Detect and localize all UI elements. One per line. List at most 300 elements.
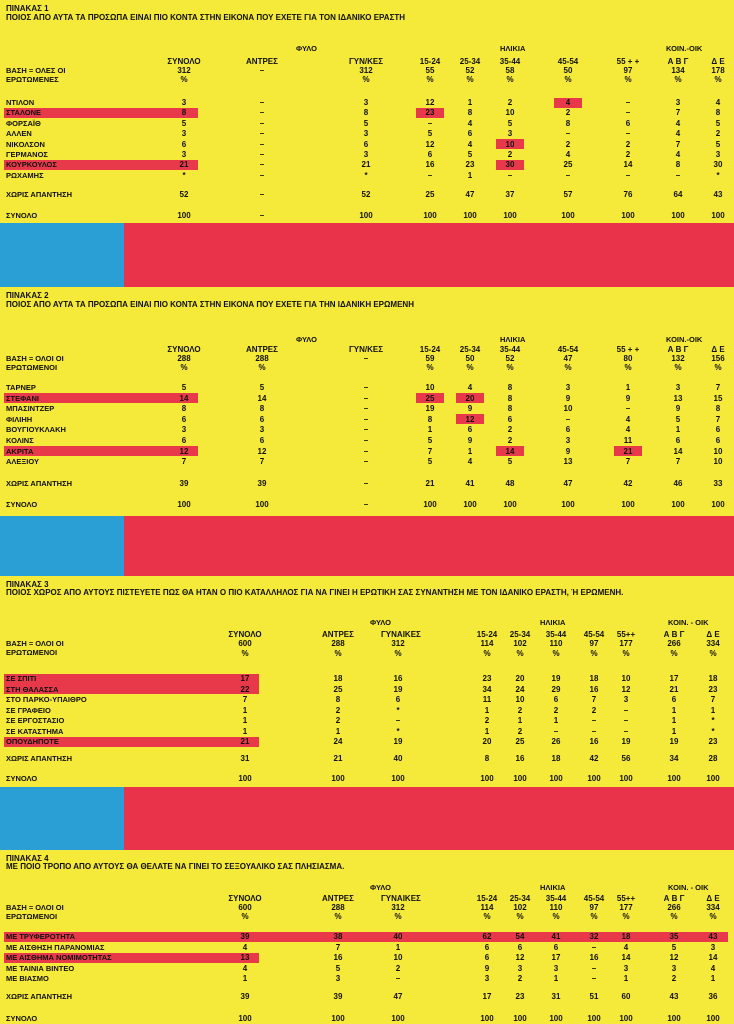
percent-sign: % (670, 649, 678, 658)
row-value: 19 (425, 404, 435, 414)
row-value: 23 (708, 737, 718, 746)
row-value: 1 (467, 446, 473, 456)
row-value: – (259, 139, 265, 149)
row-value: – (395, 716, 401, 725)
column-header: 25-34 (459, 345, 481, 354)
row-value: 2 (565, 139, 571, 149)
row-label: ΣΕ ΓΡΑΦΕΙΟ (6, 705, 51, 715)
row-label: ΡΩΧΑΜΗΣ (6, 170, 44, 180)
percent-sign: % (552, 912, 560, 921)
row-value: 32 (589, 932, 599, 941)
percent-sign: % (709, 649, 717, 658)
row-value: 14 (257, 393, 267, 403)
row-value: 1 (625, 383, 631, 392)
percent-sign: % (590, 649, 598, 658)
base-value: 334 (706, 639, 720, 648)
total-value: 100 (587, 774, 601, 783)
row-value: 6 (517, 942, 523, 952)
color-band-2 (0, 516, 734, 576)
group-label-age: ΗΛΙΚΙΑ (500, 335, 526, 344)
row-value: 1 (335, 726, 341, 736)
row-value: 3 (363, 150, 369, 159)
row-label: ΜΕ ΤΡΥΦΕΡΟΤΗΤΑ (6, 932, 76, 941)
no-answer-value: 60 (621, 992, 631, 1001)
row-label: ΜΕ ΒΙΑΣΜΟ (6, 974, 49, 983)
row-value: 18 (708, 674, 718, 683)
table-question: ΜΕ ΠΟΙΟ ΤΡΟΠΟ ΑΠΟ ΑΥΤΟΥΣ ΘΑ ΘΕΛΑΤΕ ΝΑ ΓΙΝΕΙ ΤΟ ΣΕΞΟΥΑΛΙΚΟ ΣΑΣ ΠΛΗΣΙΑΣΜΑ. (6, 862, 345, 871)
row-value: 19 (393, 737, 403, 746)
row-label: ΦΟΡΣΑΪΘ (6, 118, 41, 128)
row-label: ΟΠΟΥΔΗΠΟΤΕ (6, 737, 59, 746)
no-answer-value: 43 (669, 992, 679, 1001)
row-value: – (591, 942, 597, 952)
percent-sign: % (674, 363, 682, 372)
row-value: 16 (589, 684, 599, 694)
no-answer-value: – (259, 190, 265, 199)
row-value: 7 (427, 446, 433, 456)
row-value: – (675, 170, 681, 180)
total-value: 100 (391, 1014, 405, 1023)
total-value: 100 (423, 211, 437, 220)
base-value: 312 (391, 639, 405, 648)
column-header: 55 + + (616, 57, 640, 66)
base-value: 50 (465, 354, 475, 363)
percent-sign: % (564, 75, 572, 84)
row-value: – (259, 98, 265, 107)
total-value: 100 (503, 500, 517, 509)
row-value: 6 (671, 695, 677, 704)
column-header: 45-54 (583, 630, 605, 639)
row-value: 21 (669, 684, 679, 694)
row-value: 8 (565, 118, 571, 128)
base-label: ΒΑΣΗ = ΟΛΕΣ ΟΙ ΕΡΩΤΩΜΕΝΕΣ (6, 66, 66, 84)
table-number: ΠΙΝΑΚΑΣ 3 (6, 580, 49, 589)
total-value: 100 (667, 1014, 681, 1023)
total-value: – (363, 500, 369, 509)
row-label: ΒΟΥΓΙΟΥΚΛΑΚΗ (6, 425, 66, 435)
row-value: 8 (335, 695, 341, 704)
row-value: 2 (517, 705, 523, 715)
column-header: 55++ (616, 894, 636, 903)
base-value: 312 (359, 66, 373, 75)
row-value: 5 (427, 129, 433, 139)
base-value: 132 (671, 354, 685, 363)
table-number: ΠΙΝΑΚΑΣ 2 (6, 291, 49, 300)
row-value: 14 (621, 953, 631, 962)
row-value: 12 (425, 98, 435, 107)
total-value: 100 (513, 1014, 527, 1023)
row-value: * (716, 170, 720, 180)
row-value: 2 (507, 98, 513, 107)
column-header: 25-34 (459, 57, 481, 66)
row-value: 6 (181, 436, 187, 445)
row-value: 3 (675, 98, 681, 107)
total-value: 100 (561, 211, 575, 220)
percent-sign: % (622, 649, 630, 658)
row-label: ΑΛΛΕΝ (6, 129, 32, 139)
column-header: 15-24 (476, 630, 498, 639)
percent-sign: % (590, 912, 598, 921)
total-value: 100 (711, 211, 725, 220)
base-label: ΒΑΣΗ = ΟΛΟΙ ΟΙ ΕΡΩΤΩΜΕΝΟΙ (6, 903, 64, 921)
row-value: – (623, 716, 629, 725)
percent-sign: % (466, 363, 474, 372)
row-value: 12 (179, 446, 189, 456)
row-value: – (363, 383, 369, 392)
row-value: 9 (467, 436, 473, 445)
no-answer-value: 76 (623, 190, 633, 199)
group-label-age: ΗΛΙΚΙΑ (500, 44, 526, 53)
row-value: 5 (335, 963, 341, 973)
row-value: 1 (467, 170, 473, 180)
group-label-sex: ΦΥΛΟ (370, 883, 391, 892)
band-red-block (124, 223, 734, 287)
row-label: ΣΤΑΛΟΝΕ (6, 108, 41, 118)
row-value: 2 (335, 716, 341, 725)
total-value: 100 (671, 500, 685, 509)
base-value: 110 (549, 903, 563, 912)
column-header: 45-54 (557, 345, 579, 354)
row-value: 6 (259, 414, 265, 424)
base-value: 55 (425, 66, 435, 75)
row-value: 2 (507, 436, 513, 445)
row-value: 4 (467, 118, 473, 128)
row-value: 21 (361, 160, 371, 170)
percent-sign: % (334, 912, 342, 921)
row-value: 7 (675, 108, 681, 118)
row-value: 3 (623, 963, 629, 973)
row-value: 15 (713, 393, 723, 403)
row-value: 7 (181, 457, 187, 467)
row-value: 19 (669, 737, 679, 746)
row-label: ΣΤΟ ΠΑΡΚΟ-ΥΠΑΙΘΡΟ (6, 695, 87, 704)
row-value: – (427, 118, 433, 128)
row-value: 6 (715, 436, 721, 445)
row-value: – (565, 170, 571, 180)
base-value: 600 (238, 903, 252, 912)
group-label-class: ΚΟΙΝ. - ΟΙΚ (668, 883, 709, 892)
no-answer-value: 33 (713, 479, 723, 488)
row-value: – (363, 414, 369, 424)
column-header: Δ Ε (711, 57, 725, 66)
row-value: 2 (715, 129, 721, 139)
row-value: 12 (669, 953, 679, 962)
row-value: 7 (710, 695, 716, 704)
column-header: Δ Ε (711, 345, 725, 354)
row-value: – (259, 118, 265, 128)
column-header: 35-44 (499, 345, 521, 354)
row-value: 3 (259, 425, 265, 435)
row-value: 10 (393, 953, 403, 962)
row-value: 4 (675, 129, 681, 139)
row-value: 3 (565, 436, 571, 445)
no-answer-value: 56 (621, 754, 631, 763)
base-value: – (259, 66, 265, 75)
row-value: * (182, 170, 186, 180)
no-answer-value: 47 (465, 190, 475, 199)
row-value: 5 (715, 139, 721, 149)
row-value: 14 (673, 446, 683, 456)
row-value: – (591, 963, 597, 973)
row-value: 16 (589, 953, 599, 962)
column-header: ΣΥΝΟΛΟ (228, 630, 262, 639)
row-label: ΜΕ ΑΙΣΘΗΣΗ ΠΑΡΑΝΟΜΙΑΣ (6, 942, 105, 952)
row-value: 25 (563, 160, 573, 170)
no-answer-value: 52 (361, 190, 371, 199)
row-value: 40 (393, 932, 403, 941)
row-value: 4 (625, 414, 631, 424)
row-value: 10 (621, 674, 631, 683)
total-value: 100 (503, 211, 517, 220)
row-value: 5 (363, 118, 369, 128)
row-value: 3 (675, 383, 681, 392)
no-answer-value: 31 (551, 992, 561, 1001)
total-label: ΣΥΝΟΛΟ (6, 1014, 38, 1023)
no-answer-value: 16 (515, 754, 525, 763)
column-header: ΑΝΤΡΕΣ (246, 57, 278, 66)
percent-sign: % (516, 912, 524, 921)
base-value: 97 (623, 66, 633, 75)
row-value: 9 (565, 446, 571, 456)
no-answer-value: 21 (333, 754, 343, 763)
row-value: 5 (715, 118, 721, 128)
row-value: 11 (623, 436, 633, 445)
no-answer-value: 36 (708, 992, 718, 1001)
row-value: 1 (671, 705, 677, 715)
column-header: Δ Ε (706, 630, 720, 639)
no-answer-value: 52 (179, 190, 189, 199)
row-value: 7 (591, 695, 597, 704)
row-value: 5 (671, 942, 677, 952)
no-answer-value: 34 (669, 754, 679, 763)
percent-sign: % (622, 912, 630, 921)
total-value: 100 (331, 774, 345, 783)
row-value: – (395, 974, 401, 983)
row-value: 25 (515, 737, 525, 746)
no-answer-value: 48 (505, 479, 515, 488)
base-value: 80 (623, 354, 633, 363)
row-value: 3 (553, 963, 559, 973)
total-value: 100 (549, 774, 563, 783)
base-value: 50 (563, 66, 573, 75)
column-header: 45-54 (583, 894, 605, 903)
row-value: 1 (671, 726, 677, 736)
no-answer-value: 57 (563, 190, 573, 199)
no-answer-value: 42 (589, 754, 599, 763)
base-value: 266 (667, 639, 681, 648)
no-answer-value: 39 (333, 992, 343, 1001)
row-value: – (623, 726, 629, 736)
base-value: 102 (513, 903, 527, 912)
row-value: – (259, 170, 265, 180)
percent-sign: % (180, 363, 188, 372)
percent-sign: % (394, 649, 402, 658)
row-value: 62 (482, 932, 492, 941)
row-value: 6 (467, 129, 473, 139)
total-value: 100 (331, 1014, 345, 1023)
base-value: 52 (505, 354, 515, 363)
base-value: 97 (589, 903, 599, 912)
row-value: 1 (671, 716, 677, 725)
row-value: 9 (484, 963, 490, 973)
row-value: – (363, 393, 369, 403)
base-value: 600 (238, 639, 252, 648)
row-value: 10 (713, 446, 723, 456)
row-value: 8 (427, 414, 433, 424)
no-answer-value: 37 (505, 190, 515, 199)
row-value: 5 (181, 383, 187, 392)
column-header: ΣΥΝΟΛΟ (228, 894, 262, 903)
row-value: 23 (708, 684, 718, 694)
percent-sign: % (674, 75, 682, 84)
row-value: 12 (515, 953, 525, 962)
row-value: 6 (675, 436, 681, 445)
total-value: 100 (238, 1014, 252, 1023)
row-value: 12 (257, 446, 267, 456)
row-value: 1 (242, 726, 248, 736)
poll-table-2 (0, 287, 734, 515)
row-value: – (259, 160, 265, 170)
band-blue-block (0, 516, 124, 576)
row-value: 6 (363, 139, 369, 149)
row-value: 13 (240, 953, 250, 962)
row-label: ΜΕ ΑΙΣΘΗΜΑ ΝΟΜΙΜΟΤΗΤΑΣ (6, 953, 112, 962)
percent-sign: % (180, 75, 188, 84)
row-value: – (591, 726, 597, 736)
row-value: 2 (484, 716, 490, 725)
row-value: 4 (242, 942, 248, 952)
band-red-block (124, 787, 734, 850)
row-value: 8 (507, 383, 513, 392)
column-header: ΓΥΝΑΙΚΕΣ (381, 630, 421, 639)
row-value: 5 (507, 457, 513, 467)
row-label: ΣΤΕΦΑΝΙ (6, 393, 39, 403)
row-value: 3 (335, 974, 341, 983)
group-label-age: ΗΛΙΚΙΑ (540, 883, 566, 892)
row-value: 5 (259, 383, 265, 392)
row-value: 4 (675, 118, 681, 128)
row-value: 25 (425, 393, 435, 403)
row-label: ΣΕ ΣΠΙΤΙ (6, 674, 37, 683)
band-blue-block (0, 787, 124, 850)
row-value: * (364, 170, 368, 180)
row-value: 1 (427, 425, 433, 435)
row-value: 10 (713, 457, 723, 467)
base-value: 114 (480, 903, 494, 912)
row-value: 19 (621, 737, 631, 746)
base-value: 288 (331, 903, 345, 912)
column-header: 55++ (616, 630, 636, 639)
column-header: Α Β Γ (667, 57, 689, 66)
row-value: 10 (425, 383, 435, 392)
percent-sign: % (506, 363, 514, 372)
row-label: ΝΤΙΛΟΝ (6, 98, 35, 107)
row-value: 1 (675, 425, 681, 435)
row-value: 2 (671, 974, 677, 983)
row-value: 2 (395, 963, 401, 973)
row-value: 20 (482, 737, 492, 746)
percent-sign: % (466, 75, 474, 84)
column-header: ΣΥΝΟΛΟ (167, 57, 201, 66)
row-value: * (396, 726, 400, 736)
row-value: – (427, 170, 433, 180)
no-answer-value: 31 (240, 754, 250, 763)
total-value: 100 (619, 1014, 633, 1023)
row-value: 3 (623, 695, 629, 704)
row-value: – (625, 98, 631, 107)
poll-table-1 (0, 0, 734, 222)
row-label: ΚΟΛΙΝΣ (6, 436, 34, 445)
column-header: 55 + + (616, 345, 640, 354)
row-value: 7 (259, 457, 265, 467)
row-value: 2 (565, 108, 571, 118)
column-header: ΓΥΝ/ΚΕΣ (349, 345, 384, 354)
row-value: 6 (507, 414, 513, 424)
no-answer-value: 51 (589, 992, 599, 1001)
row-value: 3 (363, 98, 369, 107)
group-label-class: ΚΟΙΝ. - ΟΙΚ (668, 618, 709, 627)
total-value: 100 (621, 500, 635, 509)
row-value: 1 (553, 716, 559, 725)
row-value: 8 (467, 108, 473, 118)
row-label: ΦΙΛΙΗΗ (6, 414, 33, 424)
row-value: 21 (179, 160, 189, 170)
base-value: 114 (480, 639, 494, 648)
row-value: 4 (675, 150, 681, 159)
column-header: ΣΥΝΟΛΟ (167, 345, 201, 354)
row-value: 5 (507, 118, 513, 128)
column-header: ΑΝΤΡΕΣ (322, 630, 354, 639)
no-answer-label: ΧΩΡΙΣ ΑΠΑΝΤΗΣΗ (6, 479, 72, 488)
row-value: 21 (240, 737, 250, 746)
row-label: ΓΕΡΜΑΝΟΣ (6, 150, 48, 159)
row-label: ΣΕ ΚΑΤΑΣΤΗΜΑ (6, 726, 64, 736)
row-value: 41 (551, 932, 561, 941)
row-value: – (591, 974, 597, 983)
row-value: 5 (181, 118, 187, 128)
row-value: 39 (240, 932, 250, 941)
row-value: – (553, 726, 559, 736)
total-label: ΣΥΝΟΛΟ (6, 774, 38, 783)
base-value: 110 (549, 639, 563, 648)
row-label: ΚΟΥΡΚΟΥΛΟΣ (6, 160, 57, 170)
base-value: 177 (619, 639, 633, 648)
row-value: – (625, 108, 631, 118)
row-value: 38 (333, 932, 343, 941)
row-value: – (363, 425, 369, 435)
row-value: 3 (181, 425, 187, 435)
row-value: 16 (393, 674, 403, 683)
row-value: 6 (259, 436, 265, 445)
row-value: 4 (710, 963, 716, 973)
total-value: 100 (587, 1014, 601, 1023)
percent-sign: % (362, 75, 370, 84)
row-value: 8 (363, 108, 369, 118)
row-label: ΣΤΗ ΘΑΛΑΣΣΑ (6, 684, 59, 694)
row-value: 24 (515, 684, 525, 694)
row-value: 7 (675, 457, 681, 467)
row-value: 2 (507, 150, 513, 159)
group-label-sex: ΦΥΛΟ (370, 618, 391, 627)
row-value: 17 (240, 674, 250, 683)
row-value: 8 (715, 108, 721, 118)
row-value: 6 (181, 414, 187, 424)
column-header: 15-24 (419, 57, 441, 66)
row-value: 10 (563, 404, 573, 414)
row-value: – (565, 414, 571, 424)
total-value: 100 (706, 1014, 720, 1023)
color-band-3 (0, 787, 734, 850)
